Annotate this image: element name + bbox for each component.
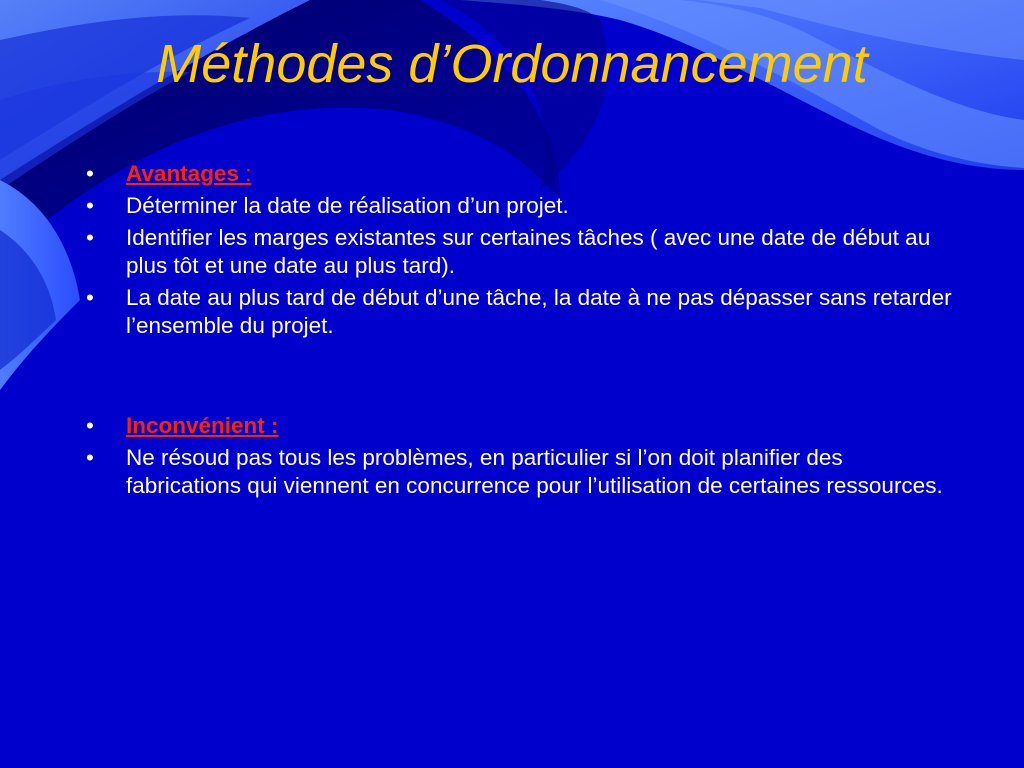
advantage-item-3 xyxy=(86,284,956,340)
advantages-heading-colon: : xyxy=(245,161,252,186)
drawback-item-1 xyxy=(86,444,956,500)
drawbacks-heading-item xyxy=(86,412,956,440)
drawbacks-heading: Inconvénient : xyxy=(126,413,279,438)
bullet-icon: • xyxy=(86,193,94,218)
advantage-item-1 xyxy=(86,192,956,220)
bullet-list xyxy=(86,160,956,340)
advantage-text: La date au plus tard de début d’une tâche, la date à ne pas dépasser sans retarder l’ensemble du projet. xyxy=(126,285,952,338)
advantage-text: Déterminer la date de réalisation d’un projet. xyxy=(126,193,569,218)
advantages-heading-item xyxy=(86,160,956,188)
advantage-text: Identifier les marges existantes sur certaines tâches ( avec une date de début au plus tôt et une date au plus tard). xyxy=(126,225,931,278)
slide-title: Méthodes d’Ordonnancement xyxy=(156,34,868,94)
bullet-icon: • xyxy=(86,285,94,310)
bullet-icon: • xyxy=(86,225,94,250)
slide-content xyxy=(86,160,956,504)
bullet-list-drawbacks xyxy=(86,412,956,500)
bullet-icon: • xyxy=(86,413,94,438)
advantages-heading-label: Avantages xyxy=(126,161,246,186)
advantages-heading xyxy=(126,161,251,186)
bullet-icon: • xyxy=(86,161,94,186)
bullet-icon: • xyxy=(86,445,94,470)
drawback-text: Ne résoud pas tous les problèmes, en particulier si l’on doit planifier des fabrications qui viennent en concurrence pour l’utilisation de certaines ressources. xyxy=(126,445,943,498)
section-spacer xyxy=(86,344,956,412)
advantage-item-2 xyxy=(86,224,956,280)
